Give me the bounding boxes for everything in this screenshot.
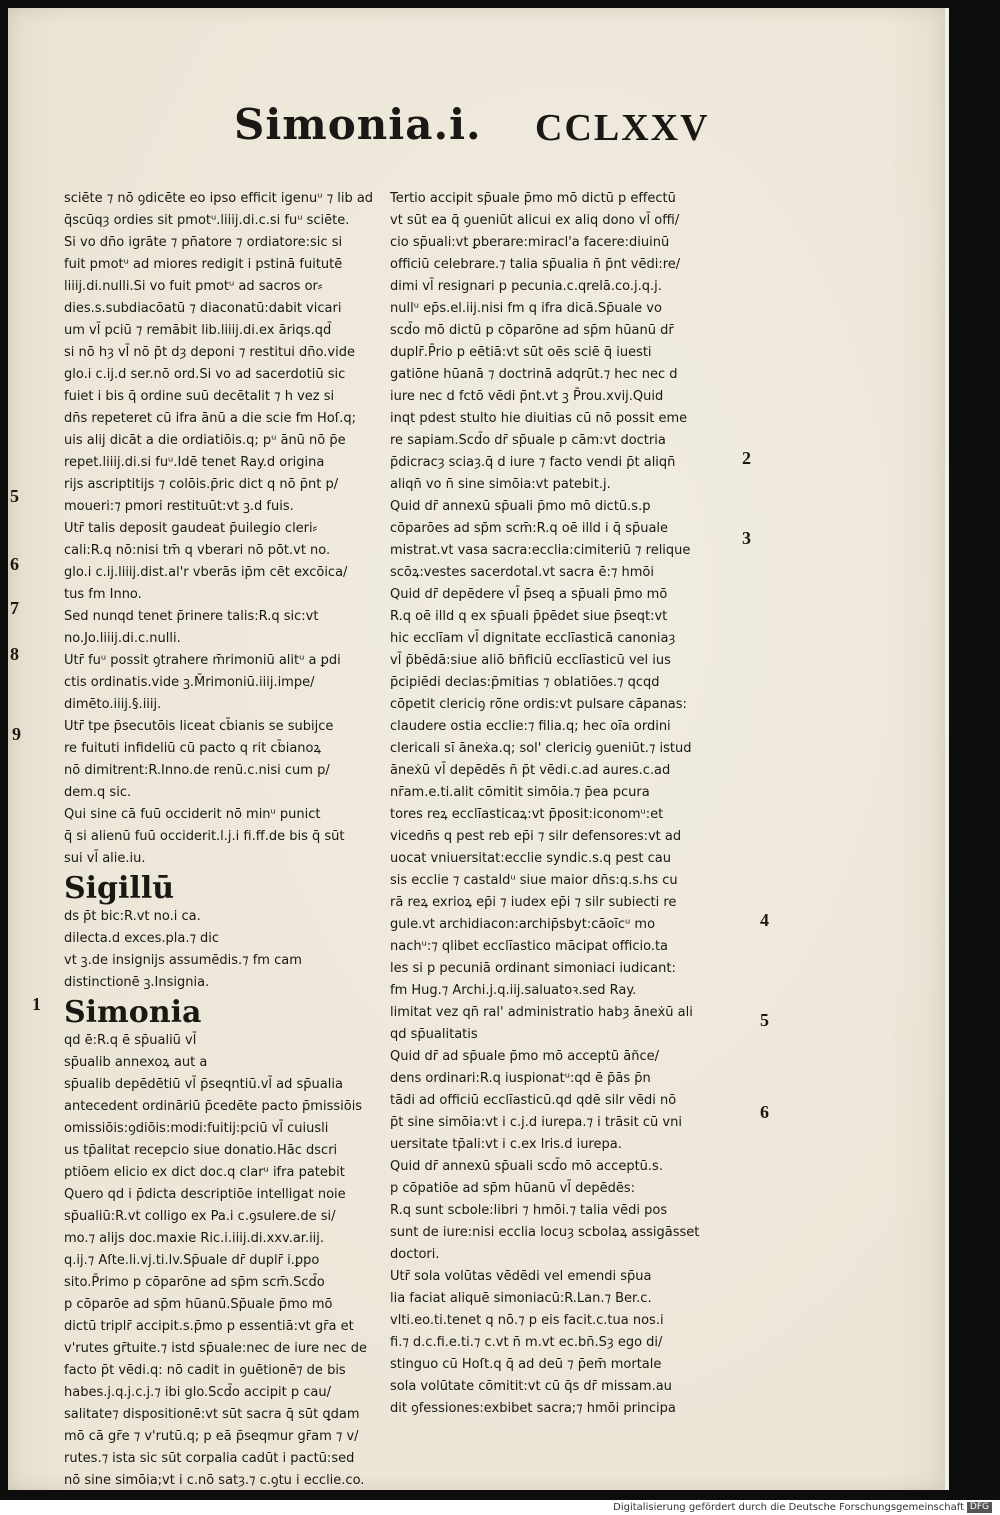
text-line: antecedent ordināriū p̄cedēte pacto p̄missiōis — [64, 1099, 363, 1114]
marginal-number: 2 — [742, 448, 751, 468]
text-line: dn̄s repeteret cū ifra ānū a die scie fm Hoſ.q; — [64, 411, 357, 426]
text-line: fuiet i bis q̄ ordine suū decētalit ⁊ h vez si — [64, 389, 335, 404]
text-line: mō cā gr̄e ⁊ v'rutū.q; p eā p̄seqmur gr̄am ⁊ v/ — [64, 1429, 359, 1444]
text-line: rutes.⁊ ista sic sūt corpalia cadūt i pactū:sed — [64, 1451, 355, 1466]
text-line: R.q sunt scbole:libri ⁊ hmōi.⁊ talia vēdi pos — [390, 1203, 668, 1218]
text-line: vt sūt ea q̄ ꝯueniūt alicui ex aliq dono vl̄ offi/ — [390, 213, 680, 228]
right-column-text-block-2 — [390, 496, 725, 1420]
text-line: fuit pmotᵘ ad miores redigit i pstinā fuitutē — [64, 257, 343, 272]
text-line: Quid dr̄ ad sp̄uale p̄mo mō acceptū āñce/ — [390, 1049, 659, 1064]
text-line: ds p̄t bic:R.vt no.i ca. — [64, 909, 201, 924]
digitization-credit: Digitalisierung gefördert durch die Deutsche Forschungsgemeinschaft — [613, 1502, 964, 1513]
text-line: Qui sine cā fuū occiderit nō minᵘ punict — [64, 807, 321, 822]
text-line: dem.q sic. — [64, 785, 132, 800]
text-line: p̄cipiēdi decias:p̄mitias ⁊ oblatiōes.⁊ qcqd — [390, 675, 660, 690]
text-line: fm Hug.⁊ Archi.j.q.iij.saluatoꝛ.sed Ray. — [390, 983, 637, 998]
text-line: q̄scūqȝ ordies sit pmotᵘ.liiij.di.c.si fuᵘ sciēte. — [64, 213, 350, 228]
text-line: nō dimitrent:R.Inno.de renū.c.nisi cum p/ — [64, 763, 330, 778]
text-line: cio sp̄uali:vt ꝑberare:miracl'a facere:diuinū — [390, 235, 670, 250]
text-line: āneẋū vl̄ depēdēs n̄ p̄t vēdi.c.ad aures.c.ad — [390, 763, 671, 778]
text-line: Quero qd i p̄dicta descriptiōe intelligat noie — [64, 1187, 346, 1202]
text-line: um vl̄ pciū ⁊ remābit lib.liiij.di.ex āriqs.qd̄ — [64, 323, 332, 338]
text-line: claudere ostia ecclie:⁊ filia.q; hec oīa ordini — [390, 719, 671, 734]
text-line: p̄t sine simōia:vt i c.j.d iurepa.⁊ i trāsit cū vni — [390, 1115, 682, 1130]
text-line: cali:R.q nō:nisi tm̄ q vberari nō pōt.vt no. — [64, 543, 331, 558]
text-line: glo.i c.ij.liiij.dist.al'r vberās ip̄m cēt excōica/ — [64, 565, 348, 580]
text-line: iure nec d fctō vēdi p̄nt.vt ꝫ P̄rou.xvij.Quid — [390, 389, 664, 404]
text-line: nullᵘ ep̄s.el.iij.nisi fm q ifra dicā.Sp̄uale vo — [390, 301, 662, 316]
text-line: mo.⁊ alijs doc.maxie Ric.i.iiij.di.xxv.ar.iij. — [64, 1231, 325, 1246]
text-line: p cōpatiōe ad sp̄m hūanū vl̄ depēdēs: — [390, 1181, 636, 1196]
text-line: qd sp̄ualitatis — [390, 1027, 478, 1042]
text-line: sp̄ualib annexoꝝ aut a — [64, 1055, 208, 1070]
right-column — [390, 188, 725, 1420]
text-line: sp̄ualiū:R.vt colligo ex Pa.i c.ꝯsulere.de si/ — [64, 1209, 336, 1224]
text-line: repet.liiij.di.si fuᵘ.Idē tenet Ray.d origina — [64, 455, 325, 470]
marginal-number: 6 — [10, 554, 19, 574]
text-line: fi.⁊ d.c.fi.e.ti.⁊ c.vt n̄ m.vt ec.bn̄.Sȝ ego di/ — [390, 1335, 663, 1350]
text-line: stinguo cū Hoſt.q q̄ ad deū ⁊ p̄em̄ mortale — [390, 1357, 662, 1372]
text-line: Utr̄ talis deposit gaudeat p̄uilegio cleri⸗ — [64, 521, 317, 536]
page-header — [8, 100, 945, 170]
text-line: dilecta.d exces.pla.⁊ dic — [64, 931, 220, 946]
marginal-number: 7 — [10, 598, 19, 618]
text-line: cōparōes ad sp̄m scm̄:R.q oē illd i q̄ sp̄uale — [390, 521, 669, 536]
text-line: cōpetit clericiꝯ rōne ordis:vt pulsare cāpanas: — [390, 697, 687, 712]
text-line: gatiōne hūanā ⁊ doctrinā adqrūt.⁊ hec nec d — [390, 367, 678, 382]
text-line: vl̄ p̄bēdā:siue aliō bn̄ficiū ecclīasticū vel ius — [390, 653, 671, 668]
text-line: hic ecclīam vl̄ dignitate ecclīasticā canoniaȝ — [390, 631, 676, 646]
text-line: Quid dr̄ depēdere vl̄ p̄seq a sp̄uali p̄mo mō — [390, 587, 668, 602]
text-line: re sapiam.Scd̄o dr̄ sp̄uale p cām:vt doctria — [390, 433, 666, 448]
simonia-entry — [64, 1030, 382, 1492]
text-line: q̄ si alienū fuū occiderit.l.j.i fi.ff.de bis q̄ sūt — [64, 829, 345, 844]
text-line: distinctionē ꝫ.Insignia. — [64, 975, 210, 990]
text-line: vlti.eo.ti.tenet q nō.⁊ p eis facit.c.tua nos.i — [390, 1313, 664, 1328]
text-line: doctori. — [390, 1247, 440, 1262]
simonia-initial: Simonia — [64, 995, 202, 1030]
text-line: rā reꝝ exrioꝝ ep̄i ⁊ iudex ep̄i ⁊ silr subiecti re — [390, 895, 677, 910]
text-line: mistrat.vt vasa sacra:ecclia:cimiteriū ⁊ relique — [390, 543, 691, 558]
text-line: nr̄am.e.ti.alit cōmitit simōia.⁊ p̄ea pcura — [390, 785, 650, 800]
text-line: re fuituti infideliū cū pacto q rit cb̄ianoꝝ — [64, 741, 322, 756]
text-line: Tertio accipit sp̄uale p̄mo mō dictū p effectū — [390, 191, 676, 206]
text-line: scōꝝ:vestes sacerdotal.vt sacra ē:⁊ hmōi — [390, 565, 654, 580]
text-line: us tp̄alitat recepcio siue donatio.Hāc dscri — [64, 1143, 338, 1158]
text-line: tores reꝝ ecclīasticaꝝ:vt p̄posit:iconomᵘ:et — [390, 807, 664, 822]
left-column-text-block-2 — [64, 518, 382, 870]
text-line: sis ecclie ⁊ castaldᵘ siue maior dn̄s:q.s.hs cu — [390, 873, 678, 888]
text-line: sito.P̄rimo p cōparōne ad sp̄m scm̄.Scd̄o — [64, 1275, 325, 1290]
text-line: v'rutes gr̄tuite.⁊ istd sp̄uale:nec de iure nec de — [64, 1341, 368, 1356]
marginal-number: 5 — [10, 486, 19, 506]
text-line: no.Jo.liiij.di.c.nulli. — [64, 631, 181, 646]
text-line: si nō hȝ vl̄ nō p̄t dȝ deponi ⁊ restitui dn̄o.vide — [64, 345, 355, 360]
marginal-number: 9 — [12, 724, 21, 744]
text-line: gule.vt archidiacon:archip̄sbyt:cāoīcᵘ mo — [390, 917, 656, 932]
text-line: Quid dr̄ annexū sp̄uali p̄mo mō dictū.s.p — [390, 499, 651, 514]
text-line: dimi vl̄ resignari p pecunia.c.qrelā.co.j.q.j. — [390, 279, 662, 294]
text-line: p̄dicracȝ sciaȝ.q̄ d iure ⁊ facto vendi p̄t aliqn̄ — [390, 455, 676, 470]
text-line: nachᵘ:⁊ qlibet ecclīastico mācipat officio.ta — [390, 939, 669, 954]
folio-number: CCLXXV — [535, 107, 710, 149]
text-line: les si p pecuniā ordinant simoniaci iudicant: — [390, 961, 676, 976]
text-line: inqt pdest stulto hie diuitias cū nō possit eme — [390, 411, 688, 426]
text-line: vt ꝫ.de insignijs assumēdis.⁊ fm cam — [64, 953, 302, 968]
text-line: ctis ordinatis.vide ꝫ.M̄rimoniū.iiij.impe/ — [64, 675, 315, 690]
text-line: tus fm Inno. — [64, 587, 142, 602]
text-line: sciēte ⁊ nō ꝯdicēte eo ipso efficit igenuᵘ ⁊ lib ad — [64, 191, 374, 206]
text-line: clericali sī āneẋa.q; sol' clericiꝯ ꝯueniūt.⁊ istud — [390, 741, 692, 756]
text-line: q.ij.⁊ Aſte.li.vj.ti.lv.Sp̄uale dr̄ duplr̄ i.ꝑpo — [64, 1253, 320, 1268]
text-line: glo.i c.ij.d ser.nō ord.Si vo ad sacerdotiū sic — [64, 367, 346, 382]
text-line: nō sine simōia;vt i c.nō satȝ.⁊ c.ꝯtu i ecclie.co. — [64, 1473, 365, 1488]
left-column — [64, 188, 382, 1492]
text-line: dies.s.subdiacōatū ⁊ diaconatū:dabit vicari — [64, 301, 342, 316]
text-line: qd ē:R.q ē sp̄ualiū vl̄ — [64, 1033, 197, 1048]
text-line: vicedn̄s q pest reb ep̄i ⁊ silr defensores:vt ad — [390, 829, 682, 844]
text-line: omissiōis:ꝯdiōis:modi:fuitij:pciū vl̄ cuiusli — [64, 1121, 329, 1136]
text-line: sui vl̄ alie.iu. — [64, 851, 146, 866]
right-column-text-block-1 — [390, 188, 725, 496]
text-line: duplr̄.P̄rio p eētiā:vt sūt oēs sciē q̄ iuesti — [390, 345, 652, 360]
text-line: Si vo dn̄o igrāte ⁊ pn̄atore ⁊ ordiatore:sic si — [64, 235, 343, 250]
text-line: sola volūtate cōmitit:vt cū q̄s dr̄ missam.au — [390, 1379, 672, 1394]
marginal-number: 8 — [10, 644, 19, 664]
text-line: uis alij dicāt a die ordiatiōis.q; pᵘ ānū nō p̄e — [64, 433, 346, 448]
text-line: limitat vez qn̄ ral' administratio habȝ āneẋū ali — [390, 1005, 693, 1020]
text-line: dictū triplr̄ accipit.s.p̄mo p essentiā:vt gr̄a et — [64, 1319, 354, 1334]
book-page — [8, 8, 945, 1490]
text-line: rijs ascriptitijs ⁊ colōis.p̄ric dict q nō p̄nt p/ — [64, 477, 339, 492]
marginal-number: 1 — [32, 994, 41, 1014]
text-line: moueri:⁊ pmori restituūt:vt ꝫ.d fuis. — [64, 499, 294, 514]
marginal-number: 4 — [760, 910, 769, 930]
text-line: ptiōem elicio ex dict doc.q clarᵘ ifra patebit — [64, 1165, 345, 1180]
text-line: tādi ad officiū ecclīasticū.qd qdē silr vēdi nō — [390, 1093, 677, 1108]
text-line: Utr̄ fuᵘ possit ꝯtrahere m̄rimoniū alitᵘ a ꝑdi — [64, 653, 341, 668]
sigillum-entry — [64, 906, 382, 994]
marginal-number: 3 — [742, 528, 751, 548]
text-line: R.q oē illd q ex sp̄uali p̄pēdet siue p̄seqt:vt — [390, 609, 668, 624]
text-line: sunt de iure:nisi ecclia locuȝ scbolaꝝ assigāsset — [390, 1225, 700, 1240]
text-line: salitate⁊ dispositionē:vt sūt sacra q̄ sūt ꝗdam — [64, 1407, 360, 1422]
marginal-number: 6 — [760, 1102, 769, 1122]
text-line: Utr̄ tpe p̄secutōis liceat cb̄ianis se subijce — [64, 719, 334, 734]
text-line: aliqn̄ vo n̄ sine simōia:vt patebit.j. — [390, 477, 611, 492]
text-line: uocat vniuersitat:ecclie syndic.s.q pest cau — [390, 851, 671, 866]
text-line: habes.j.q.j.c.j.⁊ ibi glo.Scd̄o accipit p cau/ — [64, 1385, 332, 1400]
text-line: p cōparōe ad sp̄m hūanū.Sp̄uale p̄mo mō — [64, 1297, 333, 1312]
page-edge — [945, 8, 949, 1490]
text-line: Utr̄ sola volūtas vēdēdi vel emendi sp̄ua — [390, 1269, 652, 1284]
text-line: dimēto.iiij.§.iiij. — [64, 697, 162, 712]
sigillum-initial: Sigillū — [64, 871, 175, 906]
text-line: liiij.di.nulli.Si vo fuit pmotᵘ ad sacros or⸗ — [64, 279, 323, 294]
text-line: uersitate tp̄ali:vt i c.ex lris.d iurepa. — [390, 1137, 622, 1152]
text-line: lia faciat aliquē simoniacū:R.Lan.⁊ Ber.c. — [390, 1291, 652, 1306]
footer-bar — [0, 1500, 1000, 1515]
dfg-logo: DFG — [967, 1502, 992, 1513]
text-line: Sed nunqd tenet p̄rinere talis:R.q sic:vt — [64, 609, 319, 624]
text-line: officiū celebrare.⁊ talia sp̄ualia n̄ p̄nt vēdi:re/ — [390, 257, 681, 272]
text-line: scd̄o mō dictū p cōparōne ad sp̄m hūanū dr̄ — [390, 323, 674, 338]
marginal-number: 5 — [760, 1010, 769, 1030]
left-column-text-block-1 — [64, 188, 382, 518]
text-line: dit ꝯfessiones:exbibet sacra;⁊ hmōi principa — [390, 1401, 676, 1416]
text-line: Quid dr̄ annexū sp̄uali scd̄o mō acceptū.s. — [390, 1159, 663, 1174]
running-title: Simonia.i. — [234, 100, 482, 149]
text-line: dens ordinari:R.q iuspionatᵘ:qd ē p̄ās p̄n — [390, 1071, 651, 1086]
text-line: sp̄ualib depēdētiū vl̄ p̄seqntiū.vl̄ ad sp̄ualia — [64, 1077, 343, 1092]
text-line: facto p̄t vēdi.q: nō cadit in ꝯuētionē⁊ de bis — [64, 1363, 346, 1378]
